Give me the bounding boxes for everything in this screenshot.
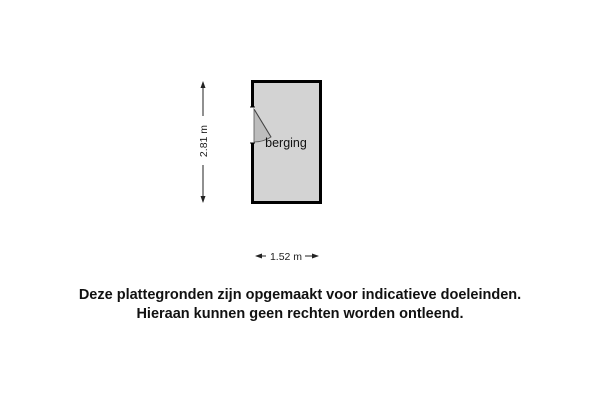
height-dimension-label: 2.81 m — [198, 124, 210, 158]
width-arrow-left — [255, 254, 262, 259]
width-dimension-label: 1.52 m — [269, 251, 303, 263]
disclaimer — [0, 286, 600, 324]
height-arrow-top — [201, 81, 206, 88]
room-label: berging — [265, 136, 307, 150]
height-arrow-bottom — [201, 196, 206, 203]
disclaimer-line-1: Deze plattegronden zijn opgemaakt voor indicatieve doeleinden. — [78, 287, 522, 303]
width-arrow-right — [312, 254, 319, 259]
disclaimer-line-2: Hieraan kunnen geen rechten worden ontleend. — [136, 306, 464, 322]
